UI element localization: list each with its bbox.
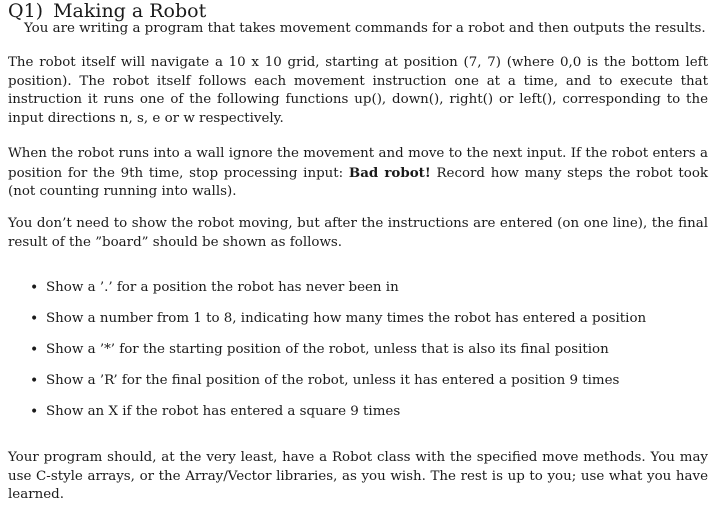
grid-description-paragraph: The robot itself will navigate a 10 x 10 grid, starting at position (7, 7) (where 0,0 is the bottom left position). The robot itself follows each movement instruction one at a time, and to execute that instruction it runs one of the following functions up(), down(), right() or left(), corresponding to the input directions n, s, e or w respectively. [8, 55, 708, 126]
bullet-icon: • [30, 404, 39, 420]
list-item [30, 370, 646, 401]
question-number: Q1) [8, 0, 44, 22]
wall-rules-text-end: Record how many steps the robot took (not counting running into walls). [8, 165, 708, 200]
list-item-text: Show a ’R’ for the final position of the robot, unless it has entered a position 9 times [46, 373, 620, 388]
list-item-text: Show an X if the robot has entered a square 9 times [46, 404, 401, 419]
question-heading [8, 0, 206, 22]
bullet-icon: • [30, 373, 39, 389]
bullet-icon: • [30, 280, 39, 296]
list-item [30, 339, 646, 370]
list-item-text: Show a ’.’ for a position the robot has never been in [46, 280, 399, 295]
question-title: Making a Robot [53, 0, 207, 22]
list-item [30, 401, 646, 432]
board-rules-list [30, 277, 646, 432]
board-output-paragraph: You don’t need to show the robot moving, but after the instructions are entered (on one line), the final result of the ”board” should be shown as follows. [8, 216, 708, 250]
list-item-text: Show a ’*’ for the starting position of the robot, unless that is also its final position [46, 342, 609, 357]
bullet-icon: • [30, 311, 39, 327]
list-item [30, 277, 646, 308]
bad-robot-emphasis: Bad robot! [348, 164, 431, 181]
wall-rules-paragraph [8, 145, 708, 202]
list-item [30, 308, 646, 339]
intro-text: You are writing a program that takes movement commands for a robot and then outputs the results. [24, 21, 706, 36]
list-item-text: Show a number from 1 to 8, indicating how many times the robot has entered a position [46, 311, 647, 326]
wall-rules-text: When the robot runs into a wall ignore the movement and move to the next input. If the robot enters a position for the 9th time, stop processing input: [8, 146, 708, 181]
bullet-icon: • [30, 342, 39, 358]
requirements-paragraph: Your program should, at the very least, have a Robot class with the specified move methods. You may use C-style arrays, or the Array/Vector libraries, as you wish. The rest is up to you; use what you have learned. [8, 450, 708, 503]
